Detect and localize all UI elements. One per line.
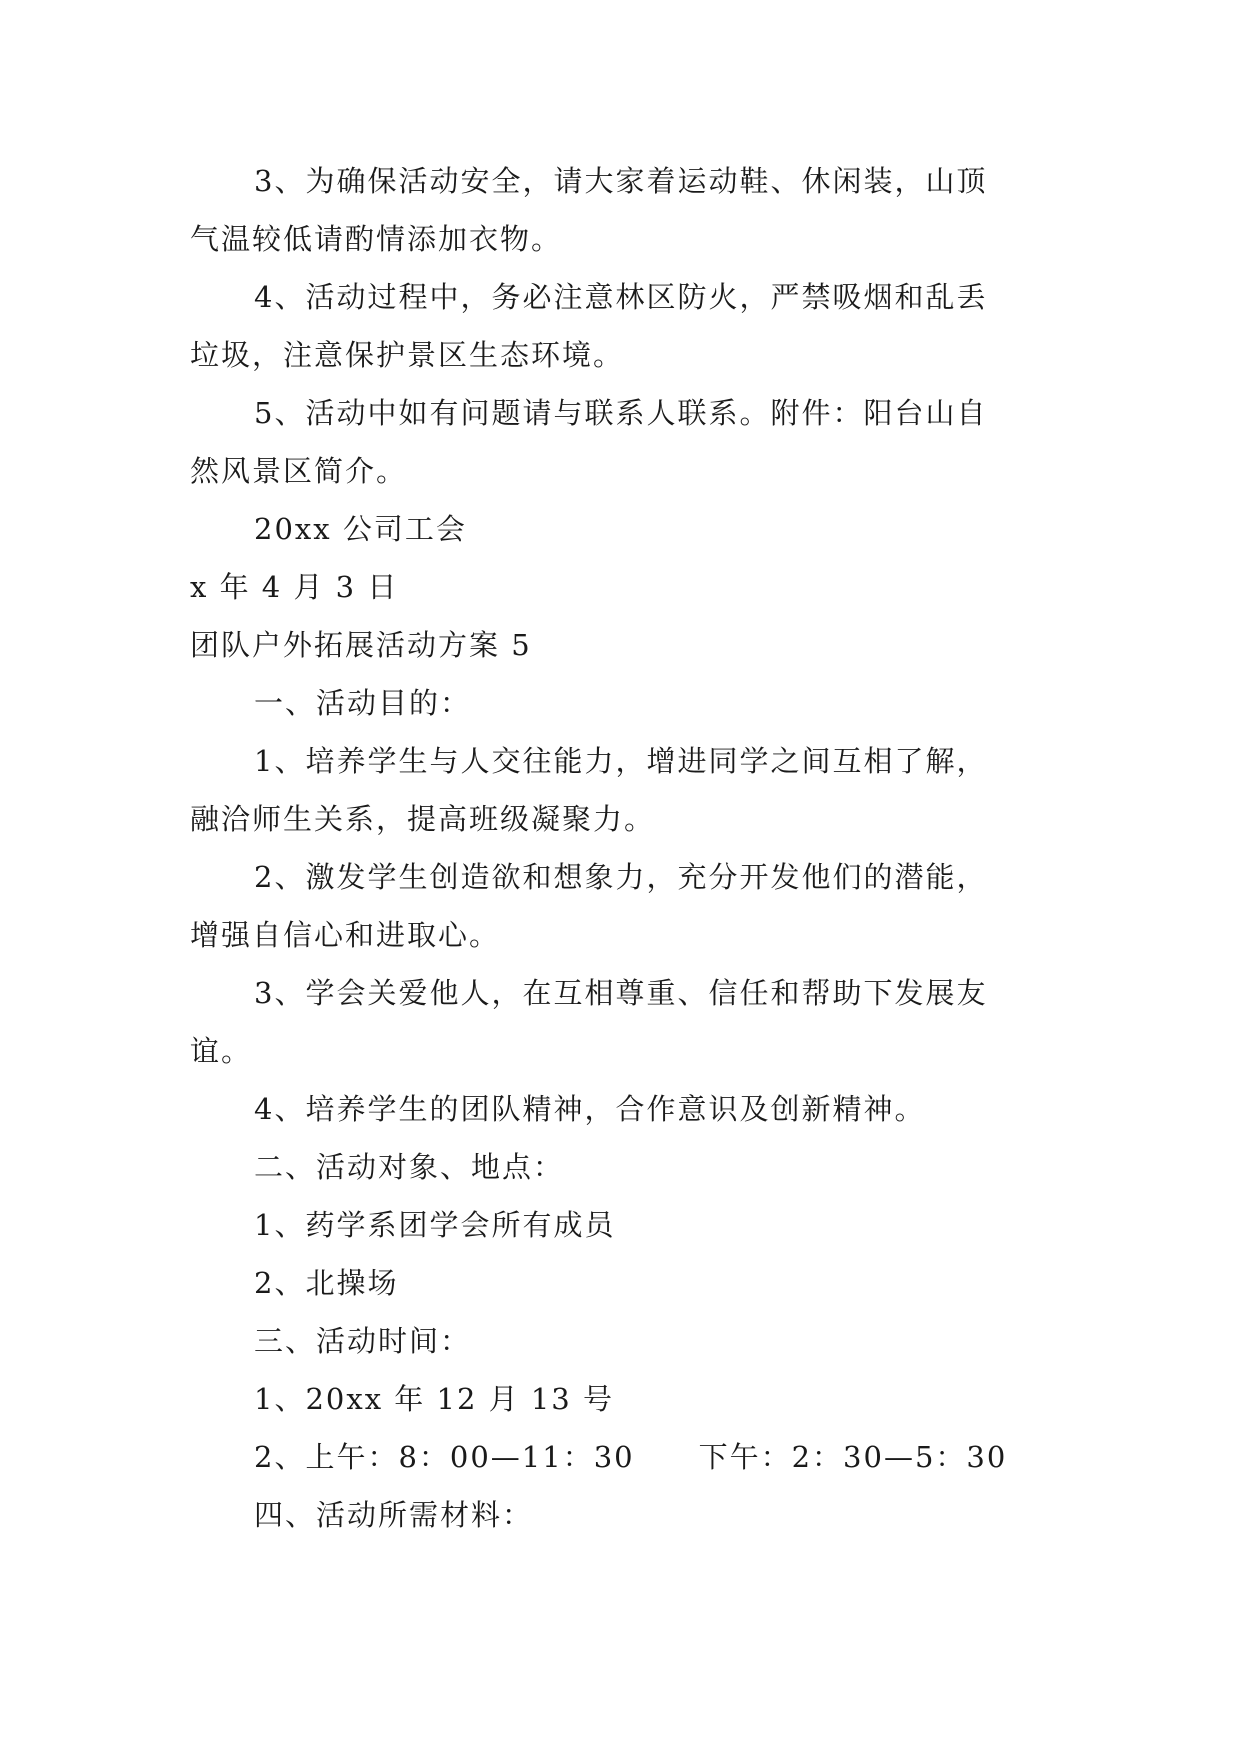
section-title: 团队户外拓展活动方案 5 <box>190 628 532 662</box>
schedule-line <box>190 1428 1050 1486</box>
signature-date: x 年 4 月 3 日 <box>190 570 399 604</box>
schedule-afternoon: 下午：2：30—5：30 <box>698 1440 1008 1474</box>
list-item: 1、20xx 年 12 月 13 号 <box>254 1382 614 1416</box>
heading-time: 三、活动时间： <box>254 1324 472 1358</box>
document-body <box>190 152 1050 1544</box>
heading-materials: 四、活动所需材料： <box>254 1498 534 1532</box>
schedule-morning: 2、上午：8：00—11：30 <box>254 1440 635 1474</box>
list-item: 1、药学系团学会所有成员 <box>254 1208 616 1242</box>
paragraph-line: 3、学会关爱他人，在互相尊重、信任和帮助下发展友 <box>254 976 988 1010</box>
paragraph-line: 气温较低请酌情添加衣物。 <box>190 222 563 256</box>
paragraph-line: 5、活动中如有问题请与联系人联系。附件：阳台山自 <box>254 396 988 430</box>
paragraph-line: 4、活动过程中，务必注意林区防火，严禁吸烟和乱丢 <box>254 280 988 314</box>
paragraph-line: 垃圾，注意保护景区生态环境。 <box>190 338 625 372</box>
paragraph-line: 融洽师生关系，提高班级凝聚力。 <box>190 802 656 836</box>
heading-target-location: 二、活动对象、地点： <box>254 1150 565 1184</box>
list-item: 2、北操场 <box>254 1266 399 1300</box>
paragraph-line: 然风景区简介。 <box>190 454 408 488</box>
paragraph-line: 3、为确保活动安全，请大家着运动鞋、休闲装，山顶 <box>254 164 988 198</box>
paragraph-line: 增强自信心和进取心。 <box>190 918 501 952</box>
paragraph-line: 1、培养学生与人交往能力，增进同学之间互相了解， <box>254 744 988 778</box>
paragraph-line: 谊。 <box>190 1034 253 1068</box>
paragraph-line: 4、培养学生的团队精神，合作意识及创新精神。 <box>254 1092 926 1126</box>
paragraph-line: 2、激发学生创造欲和想象力，充分开发他们的潜能， <box>254 860 988 894</box>
heading-purpose: 一、活动目的： <box>254 686 472 720</box>
signature-organization: 20xx 公司工会 <box>254 512 467 546</box>
